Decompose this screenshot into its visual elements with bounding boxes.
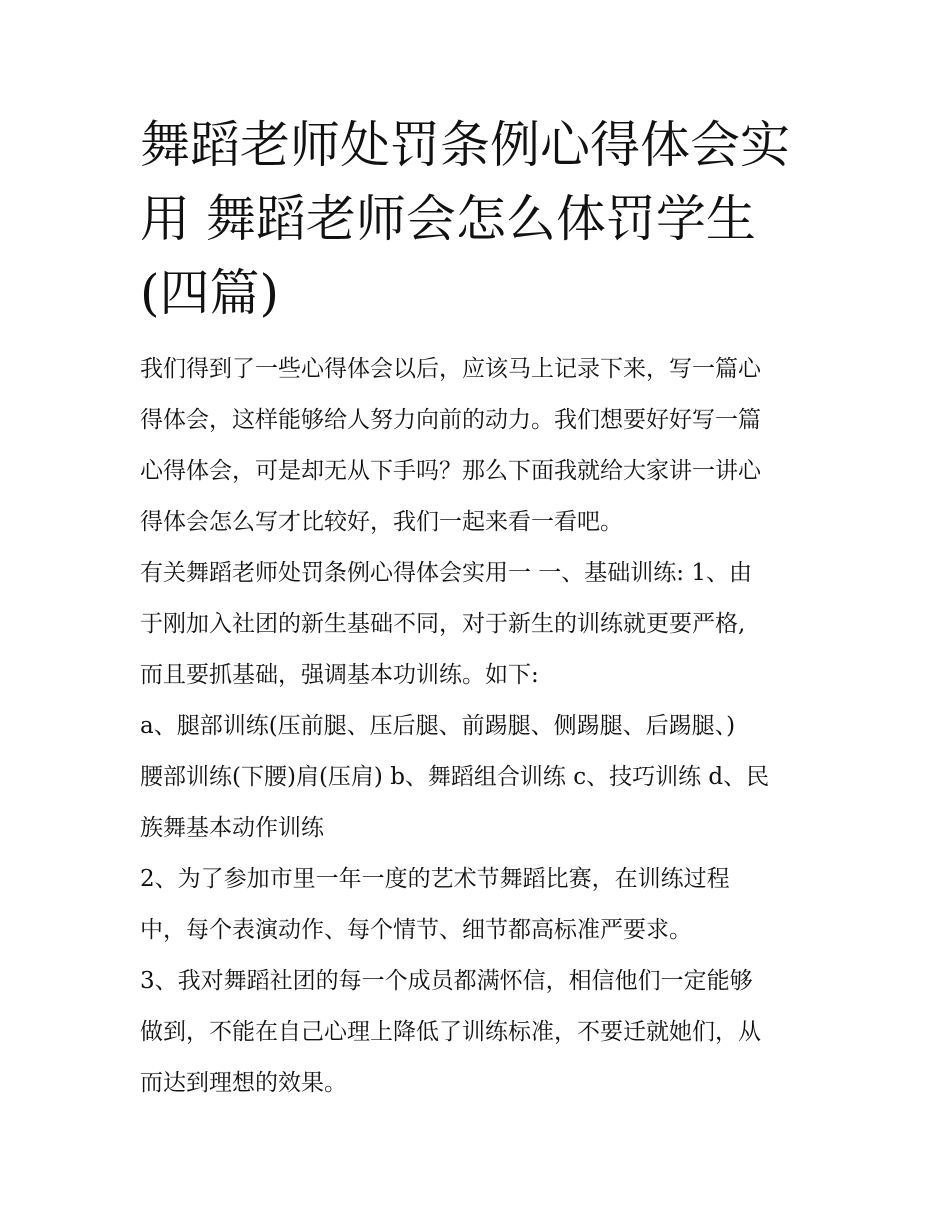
competition-paragraph bbox=[140, 854, 820, 956]
text-line: 中，每个表演动作、每个情节、细节都高标准严要求。 bbox=[140, 917, 692, 943]
text-line: a、腿部训练(压前腿、压后腿、前踢腿、侧踢腿、后踢腿、) bbox=[140, 713, 736, 739]
training-items-paragraph bbox=[140, 701, 820, 854]
intro-paragraph bbox=[140, 344, 820, 548]
text-line: 腰部训练(下腰)肩(压肩) b、舞蹈组合训练 c、技巧训练 d、民 bbox=[140, 764, 770, 790]
title-line: (四篇) bbox=[140, 264, 280, 322]
text-line: 族舞基本动作训练 bbox=[140, 815, 324, 841]
text-line: 得体会怎么写才比较好，我们一起来看一看吧。 bbox=[140, 509, 623, 535]
document-title bbox=[140, 108, 820, 330]
confidence-paragraph bbox=[140, 956, 820, 1109]
text-line: 做到，不能在自己心理上降低了训练标准，不要迁就她们，从 bbox=[140, 1019, 761, 1045]
text-line: 心得体会，可是却无从下手吗？那么下面我就给大家讲一讲心 bbox=[140, 458, 761, 484]
text-line: 于刚加入社团的新生基础不同，对于新生的训练就更要严格, bbox=[140, 611, 746, 637]
document-body bbox=[140, 108, 820, 1109]
title-line: 舞蹈老师处罚条例心得体会实 bbox=[140, 116, 790, 174]
text-line: 2、为了参加市里一年一度的艺术节舞蹈比赛，在训练过程 bbox=[140, 866, 730, 892]
text-line: 我们得到了一些心得体会以后，应该马上记录下来，写一篇心 bbox=[140, 356, 761, 382]
text-line: 而达到理想的效果。 bbox=[140, 1070, 347, 1096]
text-line: 得体会，这样能够给人努力向前的动力。我们想要好好写一篇 bbox=[140, 407, 761, 433]
title-line: 用 舞蹈老师会怎么体罚学生 bbox=[140, 190, 756, 248]
text-line: 有关舞蹈老师处罚条例心得体会实用一 一、基础训练: 1、由 bbox=[140, 560, 753, 586]
basic-training-paragraph bbox=[140, 548, 820, 701]
text-line: 而且要抓基础，强调基本功训练。如下: bbox=[140, 662, 539, 688]
text-line: 3、我对舞蹈社团的每一个成员都满怀信，相信他们一定能够 bbox=[140, 968, 753, 994]
